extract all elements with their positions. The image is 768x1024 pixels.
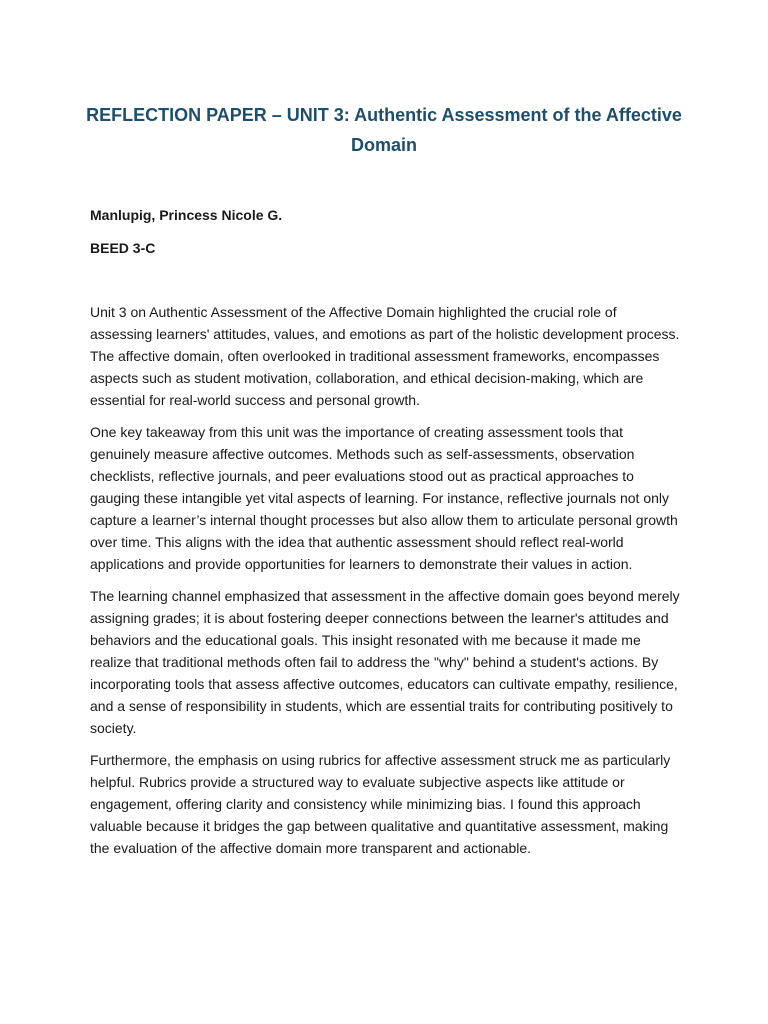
- reflection-body: [90, 301, 680, 869]
- paragraph-2: One key takeaway from this unit was the importance of creating assessment tools that genuinely measure affective outcomes. Methods such as self-assessments, observation checklists, reflective journals, and peer evaluations stood out as practical approaches to gauging these intangible yet vital aspects of learning. For instance, reflective journals not only capture a learner’s internal thought processes but also allow them to articulate personal growth over time. This aligns with the idea that authentic assessment should reflect real-world applications and provide opportunities for learners to demonstrate their values in action.: [90, 424, 678, 572]
- class-section: BEED 3-C: [90, 240, 156, 256]
- author-name: Manlupig, Princess Nicole G.: [90, 207, 283, 223]
- page-title: REFLECTION PAPER – UNIT 3: Authentic Assessment of the Affective Domain: [86, 105, 682, 155]
- paragraph-1: Unit 3 on Authentic Assessment of the Affective Domain highlighted the crucial role of assessing learners' attitudes, values, and emotions as part of the holistic development process. The affective domain, often overlooked in traditional assessment frameworks, encompasses aspects such as student motivation, collaboration, and ethical decision-making, which are essential for real-world success and personal growth.: [90, 304, 680, 408]
- paragraph-4: Furthermore, the emphasis on using rubrics for affective assessment struck me as particularly helpful. Rubrics provide a structured way to evaluate subjective aspects like attitude or engagement, offering clarity and consistency while minimizing bias. I found this approach valuable because it bridges the gap between qualitative and quantitative assessment, making the evaluation of the affective domain more transparent and actionable.: [90, 752, 671, 856]
- paragraph-3: The learning channel emphasized that assessment in the affective domain goes beyond merely assigning grades; it is about fostering deeper connections between the learner's attitudes and behaviors and the educational goals. This insight resonated with me because it made me realize that traditional methods often fail to address the "why" behind a student's actions. By incorporating tools that assess affective outcomes, educators can cultivate empathy, resilience, and a sense of responsibility in students, which are essential traits for contributing positively to society.: [90, 588, 680, 736]
